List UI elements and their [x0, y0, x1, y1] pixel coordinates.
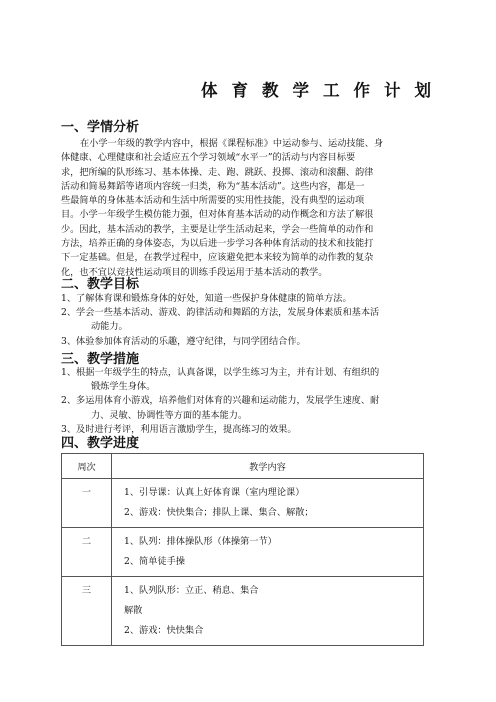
- paragraph-line: 活动和简易舞蹈等诸项内容统一归类，称为“基本活动”。这些内容，都是一: [61, 180, 365, 192]
- paragraph-line: 在小学一年级的教学内容中，根据《课程标准》中运动参与、运动技能、身: [80, 138, 384, 149]
- list-item: 2、学会一些基本活动、游戏、韵律活动和舞蹈的方法，发展身体素质和基本活: [61, 307, 380, 319]
- teaching-measures-list: [61, 366, 429, 437]
- paragraph-line: 体健康、心理健康和社会适应五个学习领域“水平一”的活动与内容目标要: [61, 152, 356, 164]
- content-line: 解散: [124, 605, 143, 616]
- teaching-schedule-table: [61, 453, 424, 646]
- content-line: 1、引导课：认真上好体育课（室内理论课）: [124, 487, 305, 498]
- week-cell: 三: [62, 577, 112, 646]
- paragraph-line: 化，也不宜以竞技性运动项目的训练手段运用于基本活动的教学。: [61, 266, 328, 278]
- list-item-continuation: 力、灵敏、协调性等方面的基本能力。: [91, 409, 248, 421]
- document-title: 体育教学工作计划: [201, 81, 445, 100]
- paragraph-line: 目。小学一年级学生模仿能力强，但对体育基本活动的动作概念和方法了解很: [61, 209, 374, 221]
- column-header-content: 教学内容: [112, 454, 424, 479]
- teaching-goals-list: [61, 292, 429, 349]
- content-line: 2、简单徒手操: [124, 556, 185, 567]
- list-item: 3、及时进行考评，利用语言激励学生，提高练习的效果。: [61, 423, 297, 435]
- paragraph-line: 方法，培养正确的身体姿态，为以后进一步学习各种体育活动的技术和技能打: [61, 238, 374, 250]
- content-line: 1、队列：排体操队形（体操第一节）: [124, 536, 277, 547]
- list-item: 2、多运用体育小游戏，培养他们对体育的兴趣和运动能力，发展学生速度、耐: [61, 395, 380, 407]
- paragraph-line: 些最简单的身体基本活动和生活中所需要的实用性技能，没有典型的运动项: [61, 195, 365, 207]
- list-item-continuation: 动能力。: [91, 321, 128, 333]
- week-cell: 二: [62, 528, 112, 577]
- section-heading-teaching-goals: 二、教学目标: [61, 277, 140, 292]
- list-item-continuation: 锻炼学生身体。: [91, 381, 156, 393]
- paragraph-line: 少。因此，基本活动的教学，主要是让学生活动起来，学会一些简单的动作和: [61, 223, 374, 235]
- table-row: [62, 528, 424, 577]
- paragraph-line: 求，把所编的队形练习、基本体操、走、跑、跳跃、投掷、滚动和滚翻、韵律: [61, 166, 374, 178]
- table-header-row: [62, 454, 424, 479]
- content-line: 2、游戏：快快集合；排队上课、集合、解散；: [124, 507, 314, 518]
- content-cell: [112, 479, 424, 528]
- section-heading-teaching-schedule: 四、教学进度: [61, 436, 140, 451]
- content-line: 2、游戏：快快集合: [124, 625, 204, 636]
- content-cell: [112, 577, 424, 646]
- content-line: 1、队列队形：立正、稍息、集合: [124, 585, 259, 596]
- week-cell: 一: [62, 479, 112, 528]
- table-row: [62, 479, 424, 528]
- table-row: [62, 577, 424, 646]
- list-item: 1、根据一年级学生的特点，认真备课，以学生练习为主，并有计划、有组织的: [61, 367, 380, 378]
- column-header-week: 周次: [62, 454, 112, 479]
- section-heading-teaching-measures: 三、教学措施: [61, 352, 140, 367]
- student-analysis-paragraph: [61, 137, 421, 280]
- section-heading-student-analysis: 一、学情分析: [61, 120, 140, 135]
- content-cell: [112, 528, 424, 577]
- list-item: 1、了解体育课和锻炼身体的好处，知道一些保护身体健康的简单方法。: [61, 293, 352, 304]
- paragraph-line: 下一定基础。但是，在教学过程中，应该避免把本来较为简单的动作教的复杂: [61, 252, 374, 264]
- list-item: 3、体验参加体育活动的乐趣，遵守纪律，与同学团结合作。: [61, 335, 306, 347]
